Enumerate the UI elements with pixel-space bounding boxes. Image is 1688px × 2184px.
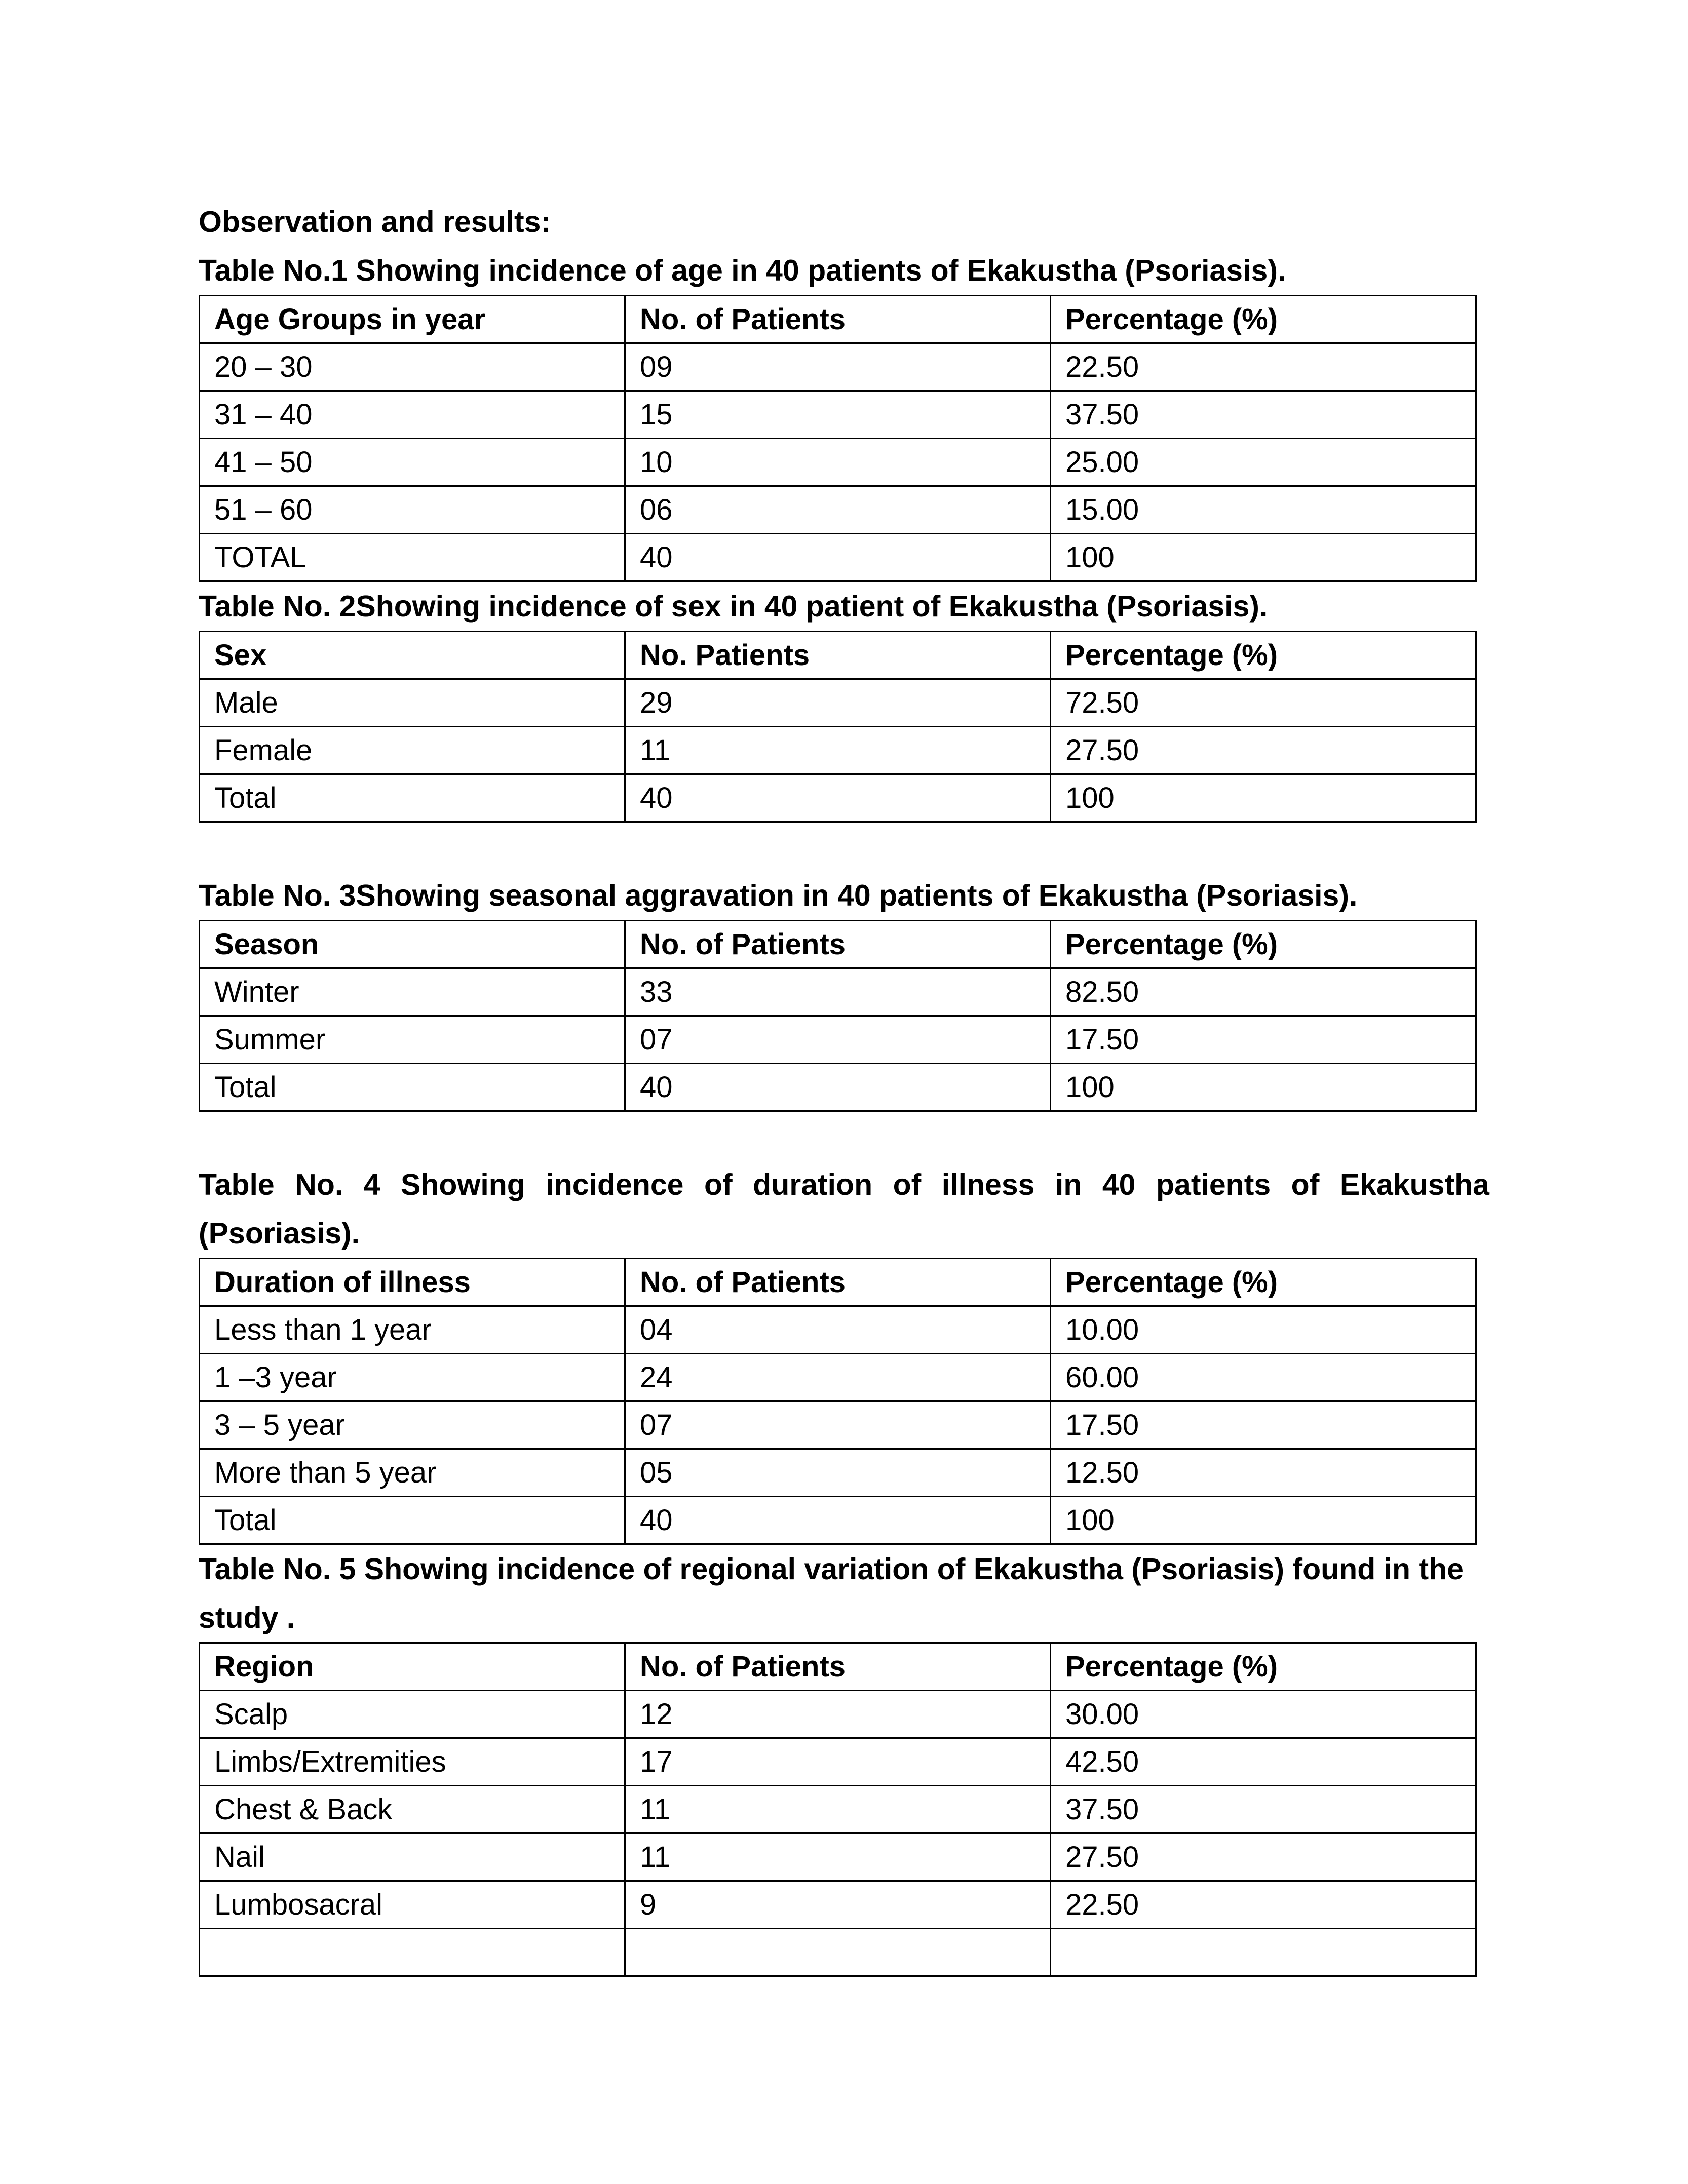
column-header: Percentage (%)	[1051, 296, 1476, 343]
table-2	[199, 631, 1477, 823]
table-2-caption: Table No. 2Showing incidence of sex in 40 patient of Ekakustha (Psoriasis).	[199, 590, 1268, 623]
column-header: Percentage (%)	[1051, 632, 1476, 679]
table-cell: 17.50	[1051, 1401, 1476, 1449]
column-header: No. of Patients	[625, 1643, 1051, 1691]
table-4-caption: Table No. 4 Showing incidence of duration of illness in 40 patients of Ekakustha (Psoriasis).	[199, 1168, 1489, 1250]
section-heading: Observation and results:	[199, 205, 551, 239]
table-row	[200, 1016, 1476, 1064]
table-cell: 1 –3 year	[200, 1354, 625, 1401]
spacer	[199, 1112, 1489, 1160]
table-cell	[1051, 1929, 1476, 1976]
table-cell: 11	[625, 1834, 1051, 1881]
column-header: Percentage (%)	[1051, 1259, 1476, 1306]
column-header: Region	[200, 1643, 625, 1691]
table-cell	[625, 1929, 1051, 1976]
table-cell: 11	[625, 727, 1051, 774]
column-header: Duration of illness	[200, 1259, 625, 1306]
table-row	[200, 391, 1476, 439]
table-1-caption: Table No.1 Showing incidence of age in 40 patients of Ekakustha (Psoriasis).	[199, 254, 1286, 287]
table-row	[200, 679, 1476, 727]
column-header: No. Patients	[625, 632, 1051, 679]
table-cell: 15	[625, 391, 1051, 439]
table-cell: Summer	[200, 1016, 625, 1064]
table-cell: 17.50	[1051, 1016, 1476, 1064]
table-row	[200, 1691, 1476, 1738]
table-row	[200, 774, 1476, 822]
table-cell: 40	[625, 1064, 1051, 1111]
table-cell: 42.50	[1051, 1738, 1476, 1786]
column-header: No. of Patients	[625, 296, 1051, 343]
table-cell: 37.50	[1051, 391, 1476, 439]
table-row	[200, 968, 1476, 1016]
table-row	[200, 1929, 1476, 1976]
table-row	[200, 1738, 1476, 1786]
table-cell: 100	[1051, 534, 1476, 581]
table-row	[200, 1786, 1476, 1834]
table-cell: Scalp	[200, 1691, 625, 1738]
table-5-caption: Table No. 5 Showing incidence of regional variation of Ekakustha (Psoriasis) found in the study .	[199, 1552, 1464, 1634]
table-row	[200, 1064, 1476, 1111]
table-1	[199, 295, 1477, 582]
table-cell: More than 5 year	[200, 1449, 625, 1497]
table-cell: 07	[625, 1016, 1051, 1064]
table-row	[200, 534, 1476, 581]
table-header-row	[200, 1259, 1476, 1306]
table-cell: 9	[625, 1881, 1051, 1929]
table-cell: 33	[625, 968, 1051, 1016]
table-cell: 100	[1051, 1497, 1476, 1544]
table-cell: 3 – 5 year	[200, 1401, 625, 1449]
table-cell: Chest & Back	[200, 1786, 625, 1834]
table-cell: Lumbosacral	[200, 1881, 625, 1929]
table-cell: TOTAL	[200, 534, 625, 581]
table-cell: 06	[625, 486, 1051, 534]
table-cell: 29	[625, 679, 1051, 727]
table-row	[200, 1354, 1476, 1401]
table-row	[200, 1881, 1476, 1929]
table-cell: Female	[200, 727, 625, 774]
table-cell: 10.00	[1051, 1306, 1476, 1354]
table-row	[200, 343, 1476, 391]
table-header-row	[200, 921, 1476, 968]
table-cell: 09	[625, 343, 1051, 391]
table-cell: 41 – 50	[200, 439, 625, 486]
table-cell: Limbs/Extremities	[200, 1738, 625, 1786]
table-cell: 51 – 60	[200, 486, 625, 534]
table-header-row	[200, 296, 1476, 343]
table-cell	[200, 1929, 625, 1976]
table-cell: 20 – 30	[200, 343, 625, 391]
table-row	[200, 1449, 1476, 1497]
table-cell: 27.50	[1051, 1834, 1476, 1881]
column-header: No. of Patients	[625, 921, 1051, 968]
table-cell: 07	[625, 1401, 1051, 1449]
table-3	[199, 920, 1477, 1112]
table-row	[200, 727, 1476, 774]
table-cell: Male	[200, 679, 625, 727]
table-cell: 11	[625, 1786, 1051, 1834]
table-row	[200, 1834, 1476, 1881]
table-cell: 60.00	[1051, 1354, 1476, 1401]
table-cell: 12.50	[1051, 1449, 1476, 1497]
table-cell: 82.50	[1051, 968, 1476, 1016]
table-cell: 27.50	[1051, 727, 1476, 774]
table-row	[200, 486, 1476, 534]
table-cell: 72.50	[1051, 679, 1476, 727]
table-cell: 22.50	[1051, 1881, 1476, 1929]
table-row	[200, 1306, 1476, 1354]
table-row	[200, 439, 1476, 486]
table-cell: 100	[1051, 774, 1476, 822]
table-header-row	[200, 632, 1476, 679]
table-cell: 17	[625, 1738, 1051, 1786]
document-content	[199, 198, 1489, 1977]
column-header: Season	[200, 921, 625, 968]
table-row	[200, 1497, 1476, 1544]
table-cell: 24	[625, 1354, 1051, 1401]
table-cell: 05	[625, 1449, 1051, 1497]
table-4	[199, 1258, 1477, 1545]
table-cell: 04	[625, 1306, 1051, 1354]
table-cell: 10	[625, 439, 1051, 486]
table-cell: 12	[625, 1691, 1051, 1738]
table-cell: 40	[625, 534, 1051, 581]
table-row	[200, 1401, 1476, 1449]
table-cell: Total	[200, 1064, 625, 1111]
table-cell: Winter	[200, 968, 625, 1016]
spacer	[199, 823, 1489, 871]
table-header-row	[200, 1643, 1476, 1691]
table-cell: 100	[1051, 1064, 1476, 1111]
table-cell: Nail	[200, 1834, 625, 1881]
table-3-caption: Table No. 3Showing seasonal aggravation in 40 patients of Ekakustha (Psoriasis).	[199, 879, 1358, 912]
table-cell: 40	[625, 774, 1051, 822]
table-cell: 25.00	[1051, 439, 1476, 486]
table-cell: 40	[625, 1497, 1051, 1544]
column-header: Percentage (%)	[1051, 921, 1476, 968]
table-cell: Total	[200, 774, 625, 822]
table-cell: Less than 1 year	[200, 1306, 625, 1354]
table-cell: 37.50	[1051, 1786, 1476, 1834]
column-header: Percentage (%)	[1051, 1643, 1476, 1691]
table-cell: 22.50	[1051, 343, 1476, 391]
table-cell: 31 – 40	[200, 391, 625, 439]
column-header: Age Groups in year	[200, 296, 625, 343]
column-header: No. of Patients	[625, 1259, 1051, 1306]
table-cell: 30.00	[1051, 1691, 1476, 1738]
column-header: Sex	[200, 632, 625, 679]
table-5	[199, 1642, 1477, 1977]
table-cell: 15.00	[1051, 486, 1476, 534]
table-cell: Total	[200, 1497, 625, 1544]
